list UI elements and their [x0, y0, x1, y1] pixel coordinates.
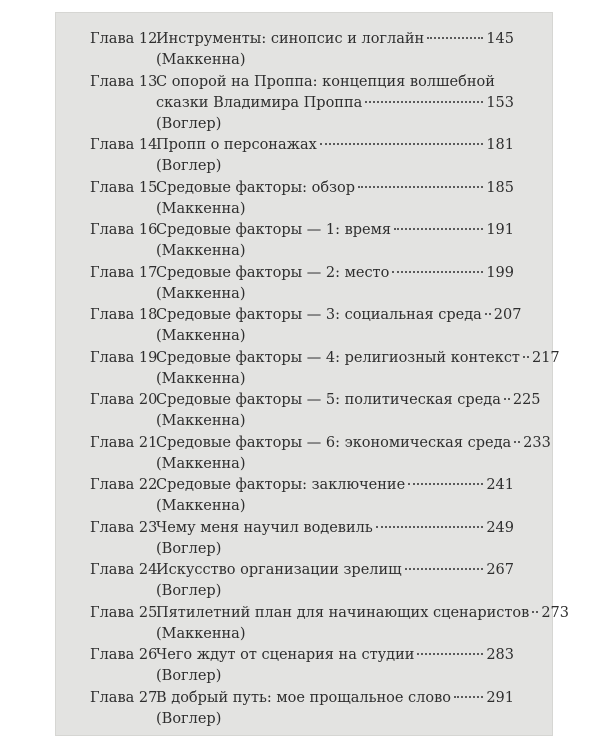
page-number: 181: [486, 137, 514, 153]
toc-title-line: [156, 645, 514, 666]
chapter-number: Глава 20: [90, 392, 158, 408]
toc-entry-body: [156, 390, 541, 432]
toc-entry: [90, 390, 541, 433]
page-number: 233: [523, 434, 551, 451]
chapter-title: Средовые факторы: заключение: [156, 477, 406, 493]
toc-entry-body: [156, 220, 514, 262]
toc-entry: [90, 518, 514, 561]
chapter-title: Средовые факторы — 1: время: [156, 222, 392, 238]
toc-entry-body: [156, 603, 570, 645]
toc-entry: [90, 348, 560, 391]
chapter-number: Глава 21: [90, 434, 158, 451]
page-number: 291: [486, 689, 514, 706]
chapter-title: Средовые факторы — 3: социальная среда: [156, 307, 482, 323]
dot-leader: [394, 228, 483, 230]
chapter-author: (Маккенна): [156, 243, 246, 259]
toc-entry-body: [156, 560, 514, 602]
toc-entry: [90, 475, 514, 518]
chapter-title: В добрый путь: мое прощальное слово: [156, 689, 451, 706]
toc-entry-body: [156, 135, 514, 177]
chapter-author: (Маккенна): [156, 52, 246, 68]
dot-leader: [454, 696, 483, 698]
toc-title-line: [156, 263, 514, 284]
page-number: 207: [493, 307, 522, 323]
toc-entry: [90, 135, 514, 178]
chapter-title: Искусство организации зрелищ: [156, 562, 402, 578]
toc-entry-body: [156, 178, 514, 220]
toc-entry-body: [156, 518, 514, 560]
toc-entry: [90, 433, 551, 476]
chapter-title: Средовые факторы — 4: религиозный контекст: [156, 349, 520, 366]
chapter-title: Пропп о персонажах: [156, 137, 317, 153]
toc-title-line: [156, 433, 551, 454]
chapter-title: сказки Владимира Проппа: [156, 94, 363, 111]
dot-leader: [392, 271, 483, 273]
chapter-title: Чего ждут от сценария на студии: [156, 647, 415, 663]
page-number: 249: [486, 519, 514, 536]
chapter-author: (Маккенна): [156, 328, 246, 344]
dot-leader: [405, 568, 484, 570]
toc-title-line: [156, 475, 514, 496]
page-number: 199: [486, 264, 514, 281]
chapter-title: Пятилетний план для начинающих сценаристов: [156, 604, 530, 621]
toc-entry: [90, 72, 514, 136]
dot-leader: [320, 143, 484, 145]
page-number: 267: [486, 562, 514, 578]
chapter-author: (Маккенна): [156, 455, 246, 472]
chapter-number: Глава 23: [90, 519, 158, 536]
chapter-author: (Воглер): [156, 668, 222, 684]
chapter-title: Средовые факторы — 5: политическая среда: [156, 392, 501, 408]
dot-leader: [427, 37, 483, 39]
toc-title-line: [156, 93, 514, 114]
page-number: 241: [486, 477, 514, 493]
chapter-number: Глава 22: [90, 477, 158, 493]
chapter-number: Глава 26: [90, 647, 158, 663]
page-number: 153: [486, 94, 514, 111]
chapter-number: Глава 19: [90, 349, 158, 366]
toc-title-line: [156, 688, 514, 709]
toc-entry: [90, 29, 514, 72]
chapter-number: Глава 12: [90, 31, 158, 47]
chapter-number: Глава 18: [90, 307, 158, 323]
dot-leader: [523, 356, 529, 358]
toc-entry: [90, 603, 570, 646]
dot-leader: [376, 526, 484, 528]
chapter-author: (Воглер): [156, 115, 222, 132]
dot-leader: [417, 653, 483, 655]
chapter-number: Глава 27: [90, 689, 158, 706]
chapter-title: Средовые факторы — 6: экономическая среда: [156, 434, 512, 451]
toc-entry: [90, 688, 514, 731]
dot-leader: [485, 313, 491, 315]
chapter-number: Глава 25: [90, 604, 158, 621]
page-number: 145: [486, 31, 514, 47]
chapter-title: Чему меня научил водевиль: [156, 519, 373, 536]
dot-leader: [408, 483, 483, 485]
chapter-author: (Воглер): [156, 158, 222, 174]
chapter-title: Средовые факторы — 2: место: [156, 264, 390, 281]
page-number: 283: [486, 647, 514, 663]
toc-entry-body: [156, 263, 514, 305]
toc-title-line: [156, 390, 541, 411]
toc-title-line: [156, 518, 514, 539]
toc-title-line: [156, 178, 514, 199]
toc-entry: [90, 645, 514, 688]
chapter-title: Средовые факторы: обзор: [156, 179, 356, 196]
page-number: 185: [486, 179, 514, 196]
chapter-author: (Маккенна): [156, 413, 246, 429]
toc-entry: [90, 178, 514, 221]
page-number: 217: [531, 349, 560, 366]
table-of-contents: [90, 29, 570, 730]
chapter-author: (Маккенна): [156, 625, 246, 642]
chapter-author: (Воглер): [156, 583, 222, 599]
toc-entry-body: [156, 645, 514, 687]
toc-entry-body: [156, 475, 514, 517]
chapter-number: Глава 14: [90, 137, 158, 153]
page-number: 273: [541, 604, 570, 621]
chapter-number: Глава 17: [90, 264, 158, 281]
toc-entry: [90, 560, 514, 603]
toc-title-line: [156, 220, 514, 241]
chapter-number: Глава 16: [90, 222, 158, 238]
chapter-author: (Маккенна): [156, 200, 246, 217]
toc-entry-body: [156, 29, 514, 71]
toc-title-line: [156, 29, 514, 50]
dot-leader: [532, 611, 538, 613]
toc-entry-body: [156, 305, 522, 347]
toc-title-line: [156, 560, 514, 581]
page-number: 225: [512, 392, 541, 408]
chapter-number: Глава 13: [90, 73, 158, 90]
dot-leader: [514, 441, 520, 443]
chapter-author: (Маккенна): [156, 285, 246, 302]
chapter-author: (Воглер): [156, 710, 222, 727]
toc-title-line: [156, 72, 514, 93]
dot-leader: [358, 186, 483, 188]
chapter-author: (Маккенна): [156, 498, 246, 514]
chapter-number: Глава 24: [90, 562, 158, 578]
toc-entry-body: [156, 348, 560, 390]
chapter-author: (Воглер): [156, 540, 222, 557]
dot-leader: [365, 101, 483, 103]
toc-title-line: [156, 348, 560, 369]
toc-title-line: [156, 603, 570, 624]
page-number: 191: [486, 222, 514, 238]
toc-entry-body: [156, 72, 514, 135]
chapter-title: Инструменты: синопсис и логлайн: [156, 31, 425, 47]
chapter-number: Глава 15: [90, 179, 158, 196]
toc-title-line: [156, 135, 514, 156]
toc-entry: [90, 305, 522, 348]
dot-leader: [504, 398, 510, 400]
toc-entry: [90, 220, 514, 263]
chapter-title: С опорой на Проппа: концепция волшебной: [156, 73, 495, 90]
chapter-author: (Маккенна): [156, 370, 246, 387]
toc-entry-body: [156, 688, 514, 730]
toc-entry-body: [156, 433, 551, 475]
toc-entry: [90, 263, 514, 306]
toc-title-line: [156, 305, 522, 326]
